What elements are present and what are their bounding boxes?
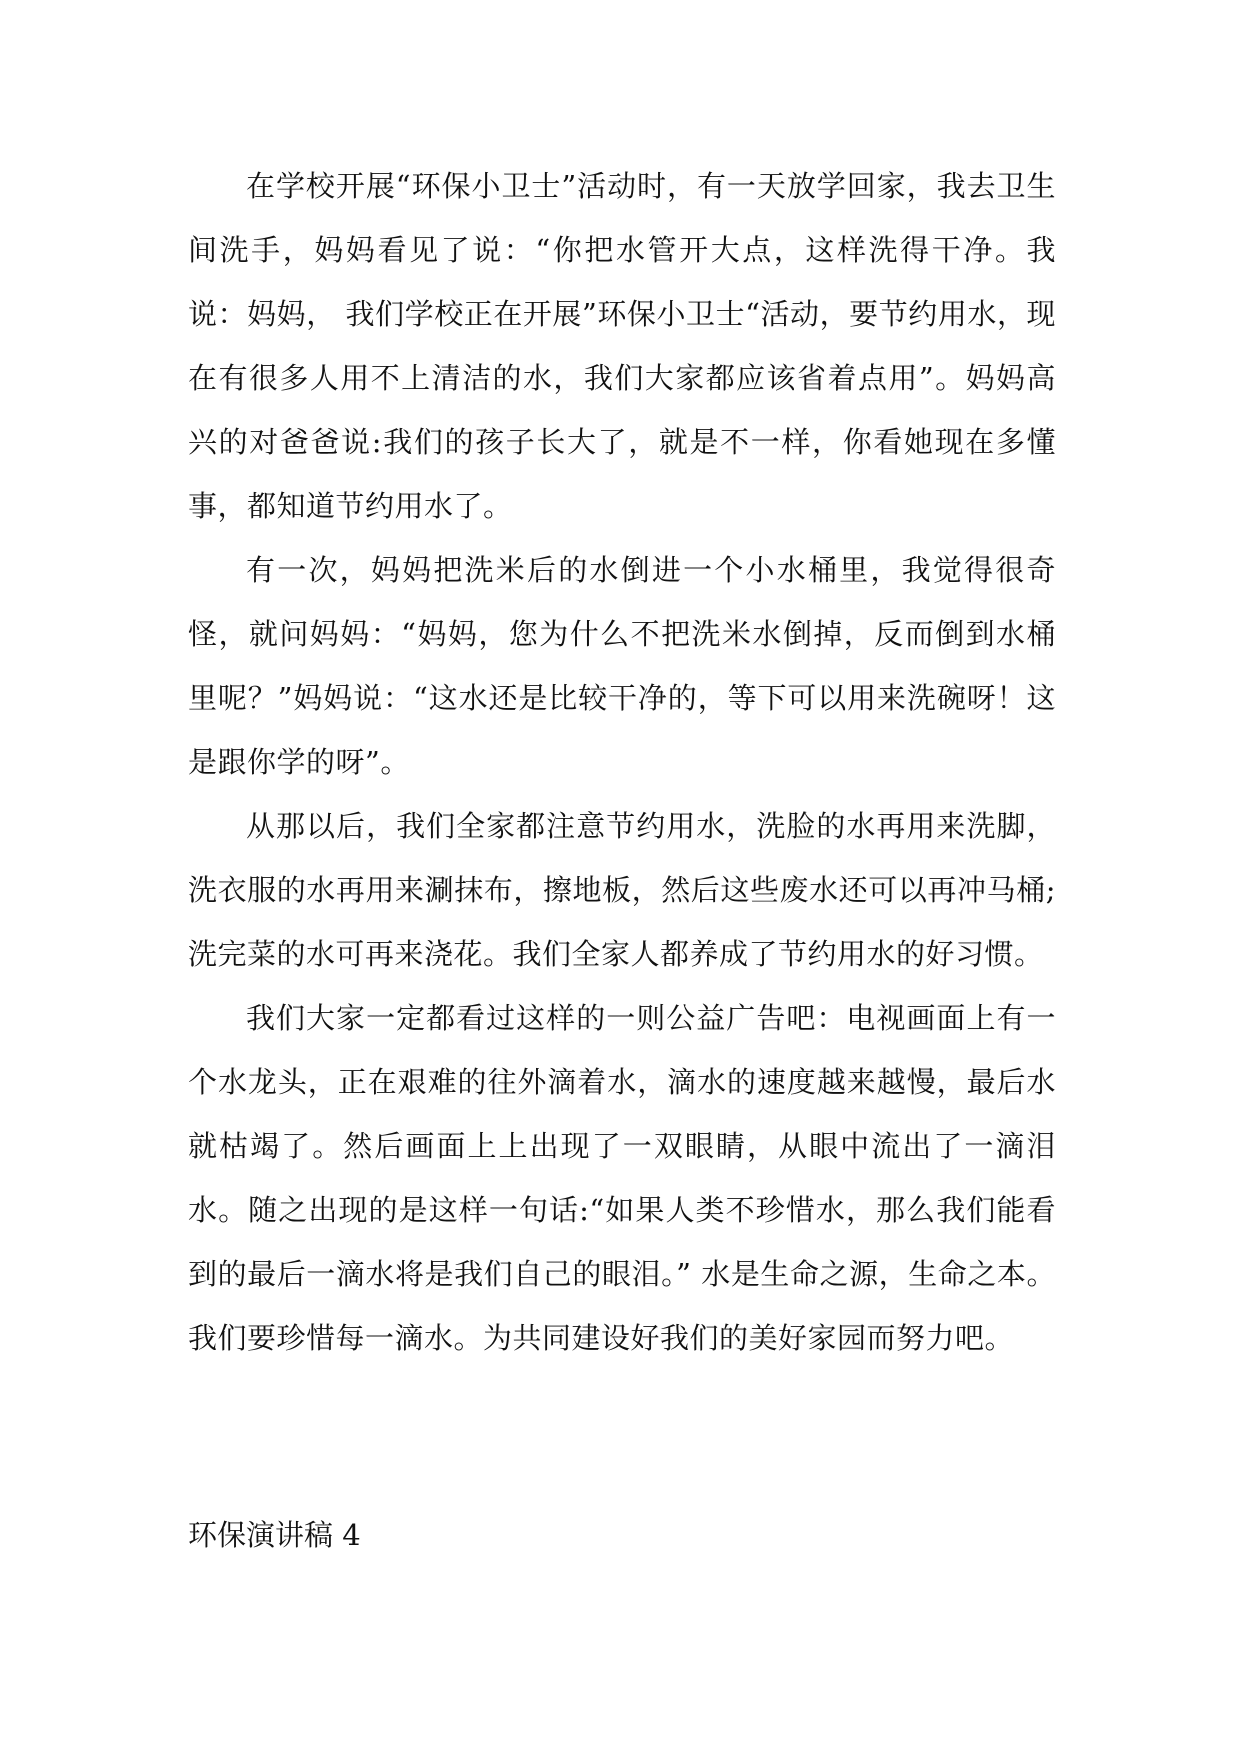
next-section-title: 环保演讲稿 4 [188, 1518, 361, 1552]
paragraph-1: 在学校开展“环保小卫士”活动时，有一天放学回家，我去卫生间洗手，妈妈看见了说：“你把水管开大点，这样洗得干净。我说：妈妈， 我们学校正在开展”环保小卫士“活动，要节约用水，现在有很多人用不上清洁的水，我们大家都应该省着点用”。妈妈高兴的对爸爸说:我们的孩子长大了，就是不一样，你看她现在多懂事，都知道节约用水了。 [188, 169, 1056, 523]
paragraph-4: 我们大家一定都看过这样的一则公益广告吧：电视画面上有一个水龙头，正在艰难的往外滴着水，滴水的速度越来越慢，最后水就枯竭了。然后画面上上出现了一双眼睛，从眼中流出了一滴泪水。随之出现的是这样一句话:“如果人类不珍惜水，那么我们能看到的最后一滴水将是我们自己的眼泪。” 水是生命之源，生命之本。我们要珍惜每一滴水。为共同建设好我们的美好家园而努力吧。 [188, 1001, 1056, 1355]
paragraph-3: 从那以后，我们全家都注意节约用水，洗脸的水再用来洗脚，洗衣服的水再用来涮抹布，擦地板，然后这些废水还可以再冲马桶;洗完菜的水可再来浇花。我们全家人都养成了节约用水的好习惯。 [188, 809, 1056, 971]
paragraph-2: 有一次，妈妈把洗米后的水倒进一个小水桶里，我觉得很奇怪，就问妈妈：“妈妈，您为什么不把洗米水倒掉，反而倒到水桶里呢？”妈妈说：“这水还是比较干净的，等下可以用来洗碗呀！这是跟你学的呀”。 [188, 553, 1056, 779]
document-body [188, 154, 1056, 1370]
